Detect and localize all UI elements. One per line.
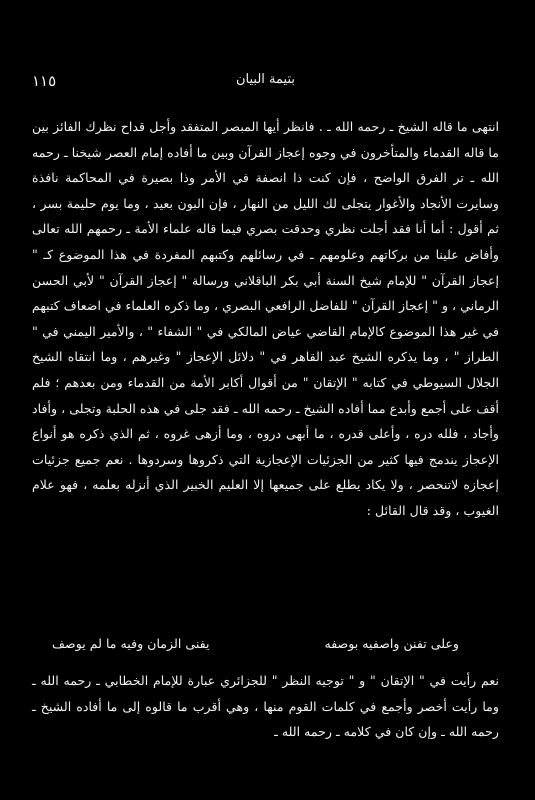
- poem-hemistich-second: يفنى الزمان وفيه ما لم يوصف: [52, 636, 210, 651]
- paragraph: انتهى ما قاله الشيخ ـ رحمه الله ـ . فانظر أيها المبصر المتفقد وأجل قداح نظرك الفائز بين ما قاله القدماء والمتأخرون في وجوه إعجاز القرآن وبين ما أفاده إمام العصر شيخنا ـ رحمه الله ـ تر الفرق الواضح ، فإن كنت ذا انصفة في الأمر وذا بصيرة في المحاكمة نافذة وسايرت الأنجاد والأغوار يتجلى لك الليل من النهار ، فإن البون بعيد ، وما يوم حليمة بسر ، ثم أقول : أما أنا فقد أجلت نظري وحدقت بصري فيما قاله علماء الأمة ـ رحمهم الله تعالى وأفاض علينا من بركاتهم وعلومهم ـ في رسائلهم وكتبهم المفردة في هذا الموضوع كـ " إعجاز القرآن " للإمام شيخ السنة أبي بكر الباقلاني ورسالة " إعجاز القرآن " لأبي الحسن الرماني ، و " إعجاز القرآن " للفاضل الرافعي البصري ، وما ذكره العلماء في اضعاف كتبهم في غير هذا الموضوع كالإمام القاضي عياض المالكي في " الشفاء " ، والأمير اليمني في " الطراز " ، وما يذكره الشيخ عبد القاهر في " دلائل الإعجاز " وغيرهم ، وما انتقاه الشيخ الجلال السيوطي في كتابه " الإتقان " من أقوال أكابر الأمة من القدماء ومن بعدهم ؛ فلم أقف على أجمع وأبدع مما أفاده الشيخ ـ رحمه الله ـ فقد جلى في هذه الحلبة وتجلى ، وأفاد وأجاد ، فلله دره ، وأعلى قدره ، ما أبهى دروه ، وما أزهى غروه ، ثم الذي ذكره هو أنواع الإعجاز يندمج فيها كثير من الجزئيات الإعجازية التي ذكروها وسردوها . نعم جميع جزئيات إعجازه لاتنحصر ، ولا يكاد يطلع على جميعها إلا العليم الخبير الذي أنزله بعلمه ، فهو علام الغيوب ، وقد قال القائل :: [32, 119, 499, 518]
- closing-text-block: [32, 668, 499, 745]
- page-number: ١١٥: [32, 72, 57, 90]
- poem-verse: [32, 636, 499, 662]
- main-text-block: [32, 114, 499, 524]
- book-page: [32, 0, 499, 800]
- running-title: بتيمة البيان: [235, 72, 295, 87]
- paragraph: نعم رأيت في " الإتقان " و " توجيه النظر " للجزائري عبارة للإمام الخطابي ـ رحمه الله ـ وما رأيت أخصر وأجمع في كلمات القوم منها ، وهي أقرب ما قالوه إلى ما أفاده الشيخ ـ رحمه الله ـ وإن كان في كلامه ـ رحمه الله ـ: [32, 673, 499, 740]
- page-header: [32, 72, 499, 96]
- poem-hemistich-first: وعلى تفنن واصفيه بوصفه: [324, 636, 459, 651]
